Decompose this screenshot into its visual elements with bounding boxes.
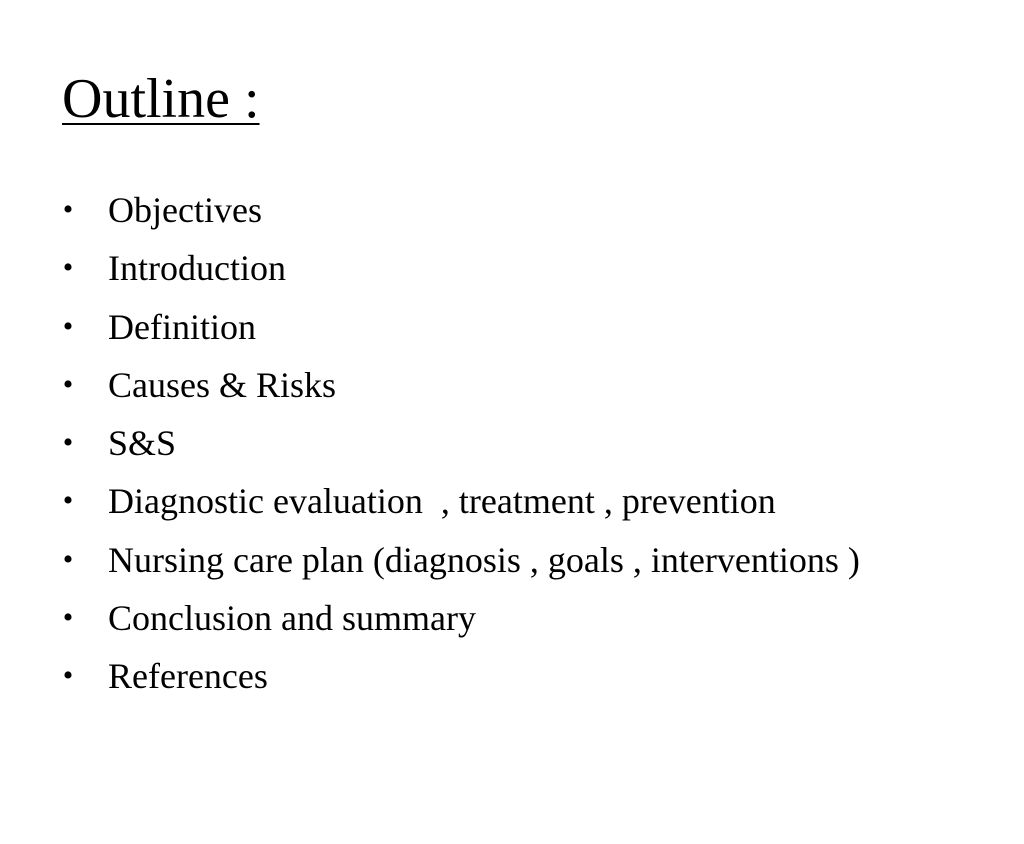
list-item xyxy=(0,419,177,477)
list-item-text: Introduction xyxy=(108,248,286,289)
list-item xyxy=(0,536,860,594)
bullet-icon: • xyxy=(62,193,74,226)
list-item-text: Conclusion and summary xyxy=(108,598,476,639)
list-item xyxy=(0,477,776,535)
list-item xyxy=(0,652,268,710)
bullet-icon: • xyxy=(62,309,74,343)
list-item xyxy=(0,361,337,419)
list-item xyxy=(0,594,476,652)
bullet-icon: • xyxy=(62,426,74,460)
list-item xyxy=(0,303,256,361)
bullet-icon: • xyxy=(62,367,74,401)
list-item xyxy=(0,244,286,302)
bullet-icon: • xyxy=(62,484,74,518)
bullet-icon: • xyxy=(62,601,74,635)
bullet-icon: • xyxy=(62,542,74,576)
list-item xyxy=(0,186,262,244)
outline-list xyxy=(0,186,860,711)
list-item-text: Nursing care plan (diagnosis , goals , interventions ) xyxy=(108,539,860,580)
bullet-icon: • xyxy=(62,251,74,285)
bullet-icon: • xyxy=(62,659,74,693)
list-item-text: References xyxy=(108,656,268,697)
list-item-text: Diagnostic evaluation , treatment , prevention xyxy=(108,481,776,522)
list-item-text: Definition xyxy=(108,306,256,347)
list-item-text: S&S xyxy=(108,423,177,464)
slide-title: Outline : xyxy=(62,68,260,130)
list-item-text: Objectives xyxy=(108,190,262,230)
list-item-text: Causes & Risks xyxy=(108,364,337,405)
